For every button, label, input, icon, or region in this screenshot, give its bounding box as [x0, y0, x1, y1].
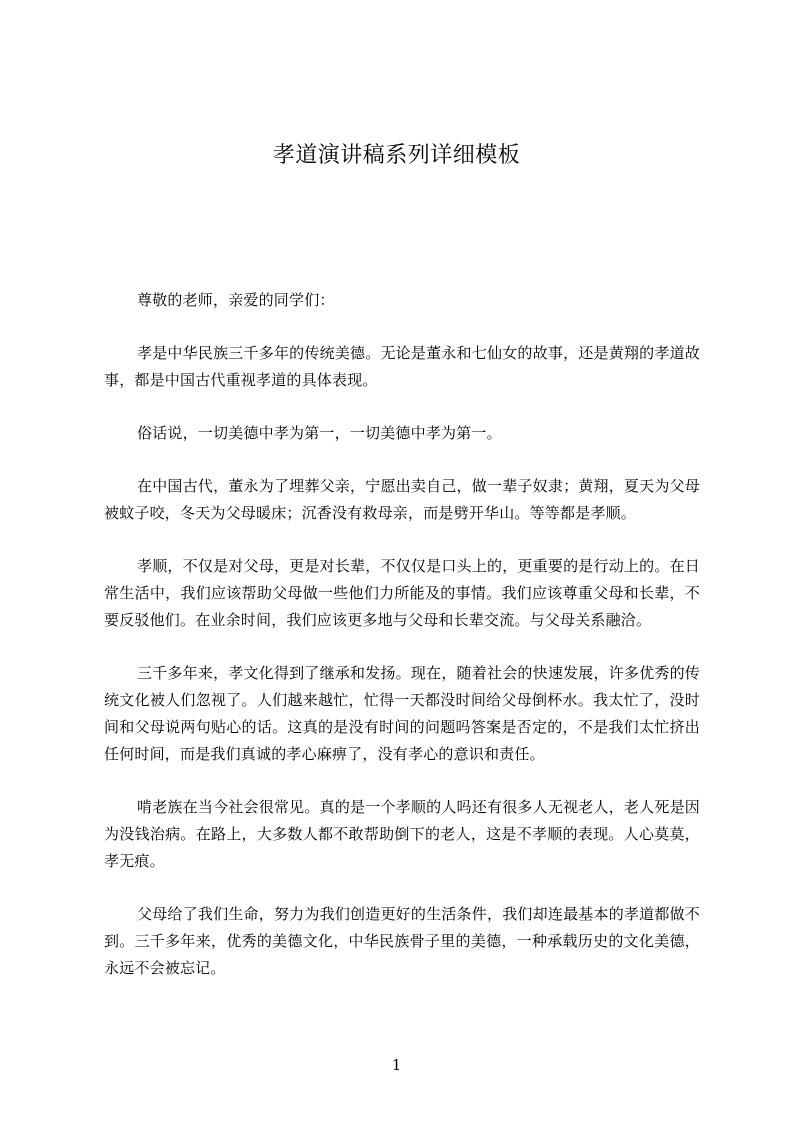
- page-number: 1: [391, 1056, 402, 1074]
- paragraph: 孝是中华民族三千多年的传统美德。无论是董永和七仙女的故事，还是黄翔的孝道故事，都是中国古代重视孝道的具体表现。: [104, 344, 700, 389]
- paragraph: 父母给了我们生命，努力为我们创造更好的生活条件，我们却连最基本的孝道都做不到。三千多年来，优秀的美德文化，中华民族骨子里的美德，一种承载历史的文化美德，永远不会被忘记。: [104, 905, 700, 977]
- page-title: 孝道演讲稿系列详细模板: [272, 143, 521, 168]
- paragraph: 三千多年来，孝文化得到了继承和发扬。现在，随着社会的快速发展，许多优秀的传统文化被人们忽视了。人们越来越忙，忙得一天都没时间给父母倒杯水。我太忙了，没时间和父母说两句贴心的话。这真的是没有时间的问题吗答案是否定的，不是我们太忙挤出任何时间，而是我们真诚的孝心麻痹了，没有孝心的意识和责任。: [104, 664, 700, 763]
- paragraph: 在中国古代，董永为了埋葬父亲，宁愿出卖自己，做一辈子奴隶；黄翔，夏天为父母被蚊子咬，冬天为父母暖床；沉香没有救母亲，而是劈开华山。等等都是孝顺。: [104, 477, 700, 522]
- paragraph: 孝顺，不仅是对父母，更是对长辈，不仅仅是口头上的，更重要的是行动上的。在日常生活中，我们应该帮助父母做一些他们力所能及的事情。我们应该尊重父母和长辈，不要反驳他们。在业余时间，我们应该更多地与父母和长辈交流。与父母关系融洽。: [104, 557, 700, 629]
- salutation: 尊敬的老师，亲爱的同学们：: [137, 291, 335, 309]
- paragraph: 俗话说，一切美德中孝为第一，一切美德中孝为第一。: [137, 424, 502, 442]
- document-body: [104, 287, 700, 1008]
- paragraph: 啃老族在当今社会很常见。真的是一个孝顺的人吗还有很多人无视老人，老人死是因为没钱治病。在路上，大多数人都不敢帮助倒下的老人，这是不孝顺的表现。人心莫莫，孝无痕。: [104, 798, 700, 870]
